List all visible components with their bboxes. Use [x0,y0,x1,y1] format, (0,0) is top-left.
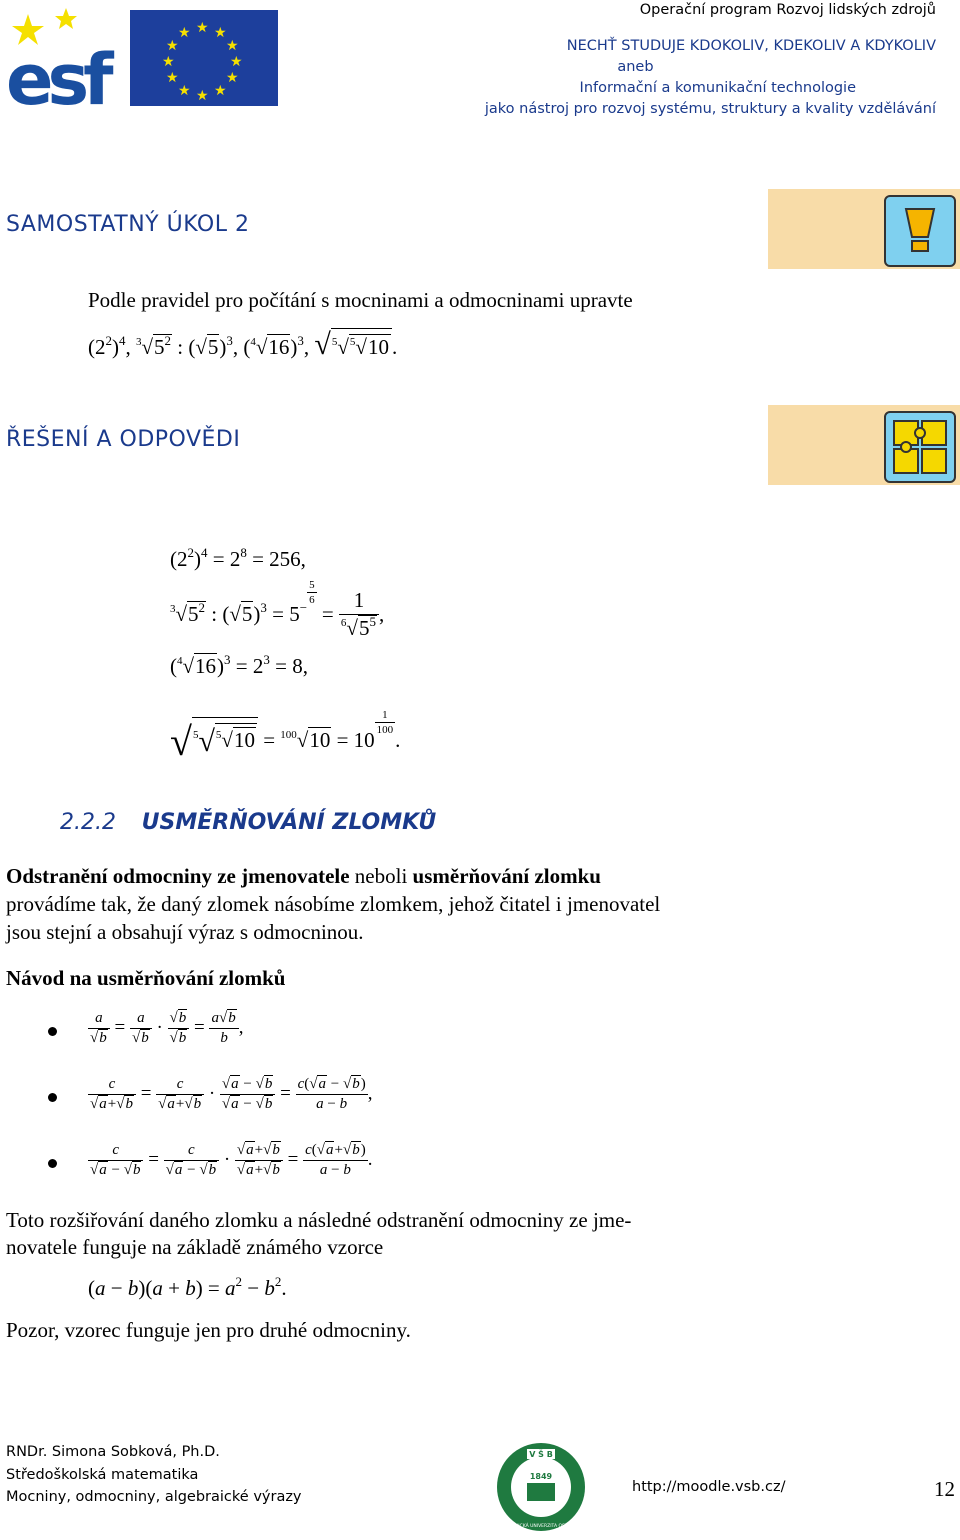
guide-heading: Návod na usměrňování zlomků [6,966,286,990]
svg-text:★: ★ [196,88,209,104]
paragraph-warning: Pozor, vzorec funguje jen pro druhé odmocniny. [6,1318,411,1342]
svg-text:★: ★ [178,25,191,41]
solution-line-3: $(^4√16)^3 = 2^3 = 8$, [170,652,308,678]
para2-line1: Toto rozšiřování daného zlomku a následné odstranění odmocniny ze jme- [6,1208,632,1232]
svg-text:★: ★ [178,83,191,99]
paragraph-definition [6,862,756,946]
para1-line2: provádíme tak, že daný zlomek násobíme zlomkem, jehož čitatel i jmenovatel [6,892,661,916]
rule-3: $\frac{c}{√a - √b}$ = $\frac{c}{√a - √b}$ · $\frac{√a+√b}{√a+√b}$ = $\frac{c(√a+√b)}{a - b}$ . [90,1142,373,1178]
section-title: USMĚRŇOVÁNÍ ZLOMKŮ [141,810,437,835]
header-project-info [485,0,936,119]
svg-text:★: ★ [214,25,227,41]
esf-logo-text: esf [6,39,108,106]
bullet-3 [48,1159,57,1168]
footer-course: Středoškolská matematika [6,1466,199,1483]
svg-text:1849: 1849 [529,1472,553,1481]
puzzle-icon [884,411,956,483]
lightbulb-icon [884,195,956,267]
section-heading [60,810,436,835]
footer-url[interactable]: http://moodle.vsb.cz/ [632,1479,786,1495]
term-rationalizing: usměrňování zlomku [412,864,601,888]
svg-text:★: ★ [196,20,209,36]
bullet-2 [48,1093,57,1102]
header-line-aneb: aneb [617,59,654,75]
term-removing-root: Odstranění odmocniny ze jmenovatele [6,864,350,888]
svg-text:★: ★ [214,83,227,99]
solution-line-4: √$^5$√$^5$√10 = $^{100}$√10 = 10 $^{\frac{1}{100}}$ . [170,709,401,764]
svg-text:★: ★ [166,70,179,86]
header-line-tool: jako nástroj pro rozvoj systému, struktury a kvality vzdělávání [484,101,936,117]
solution-icon-box [768,405,960,485]
footer-author: RNDr. Simona Sobková, Ph.D. [6,1444,220,1460]
page-number: 12 [934,1477,955,1501]
rule-2: $\frac{c}{√a+√b}$ = $\frac{c}{√a+√b}$ · $\frac{√a - √b}{√a - √b}$ = $\frac{c(√a - √b)}{a - b}$ , [90,1076,373,1112]
svg-text:★: ★ [226,70,239,86]
task-intro: Podle pravidel pro počítání s mocninami a odmocninami upravte [88,288,633,312]
para2-line2: novatele funguje na základě známého vzorce [6,1235,384,1259]
solution-line-2: $^3√5^2$ : $(√5)^3 = 5^{- \frac{5}{6}}$ = $\frac{1}{^6√5^5}$ , [170,579,385,640]
solution-line-1: $(2^2)^4 = 2^8 = 256$, [170,545,306,571]
svg-text:★: ★ [226,38,239,54]
para1-line3: jsou stejní a obsahují výraz s odmocninou. [6,920,364,944]
bullet-1 [48,1027,57,1036]
header-line-ict: Informační a komunikační technologie [579,80,856,96]
eu-flag [130,10,278,106]
para1-mid: neboli [349,864,413,888]
task-expressions: $(2^2)^4$, $^3√5^2$ : $(√5)^3$, $(^4√16)^3$, √$^5$√$^5$√10 . [88,328,398,361]
svg-text:V Š B: V Š B [529,1450,553,1459]
esf-logo [6,6,118,106]
paragraph-explanation [6,1207,631,1261]
svg-text:TECHNICKÁ UNIVERZITA OSTRAVA: TECHNICKÁ UNIVERZITA OSTRAVA [502,1524,580,1529]
footer-topic: Mocniny, odmocniny, algebraické výrazy [6,1489,302,1505]
formula-difference-of-squares: $(a - b)(a + b) = a^2 - b^2$. [88,1274,287,1300]
task-heading: SAMOSTATNÝ ÚKOL 2 [6,212,250,237]
header-line-motto: NECHŤ STUDUJE KDOKOLIV, KDEKOLIV A KDYKOLIV [566,38,936,54]
svg-text:★: ★ [162,54,175,70]
task-icon-box [768,189,960,269]
rule-1: $\frac{a}{√b}$ = $\frac{a}{√b}$ · $\frac{√b}{√b}$ = $\frac{a√b}{b}$ , [90,1010,244,1046]
svg-text:★: ★ [230,54,243,70]
svg-text:★: ★ [166,38,179,54]
footer-info [6,1441,302,1509]
section-number: 2.2.2 [60,810,116,835]
header-line-program: Operační program Rozvoj lidských zdrojů [639,2,936,18]
solution-heading: ŘEŠENÍ A ODPOVĚDI [6,427,241,452]
vsb-seal [494,1435,588,1535]
